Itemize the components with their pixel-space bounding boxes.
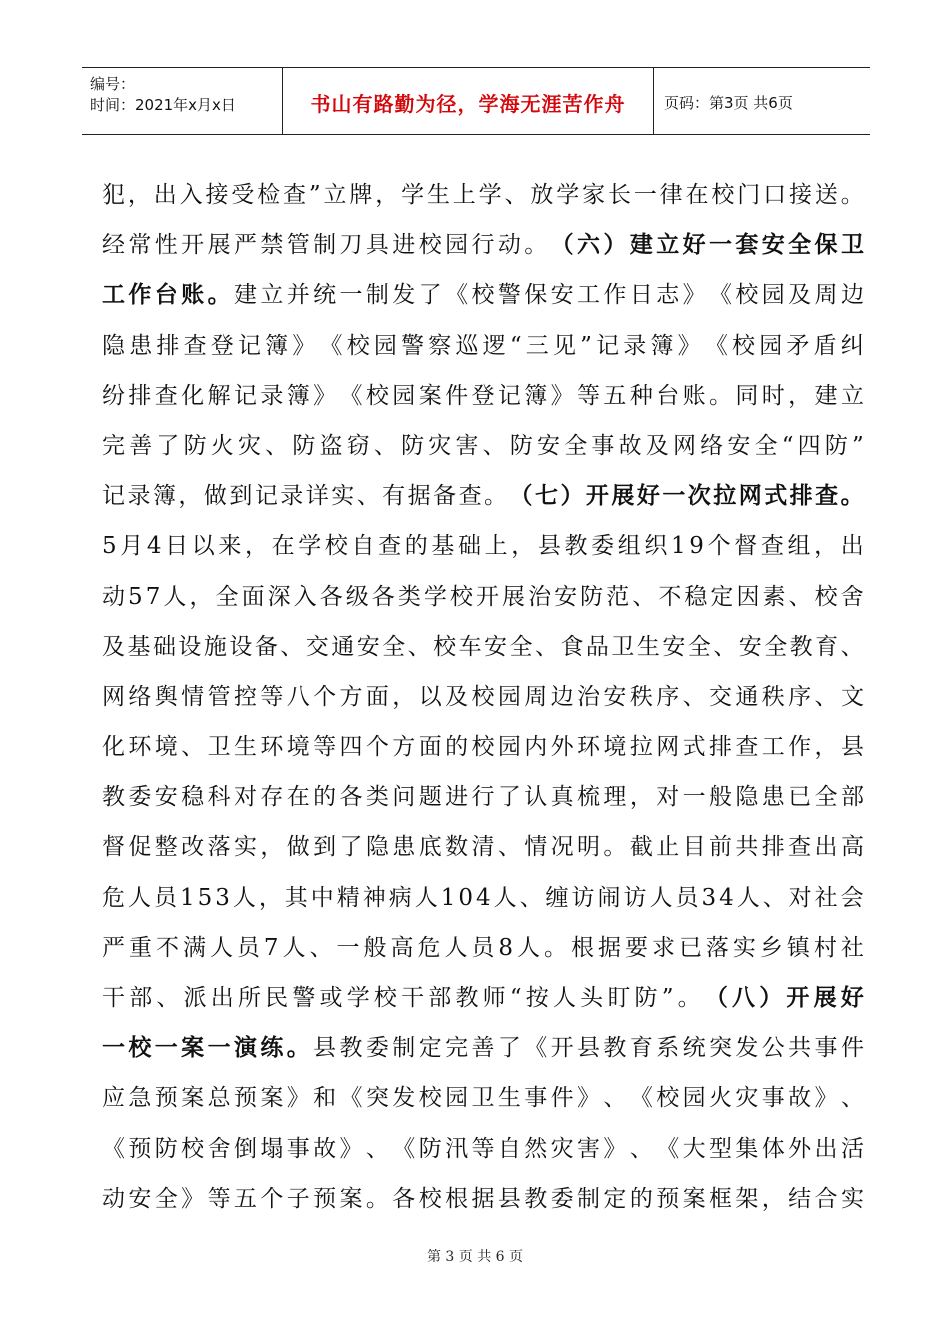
- text-line: 经 常 性 开 展 严 禁 管 制 刀 具 进 校 园 行 动 。 （ 六 ） 建 立 好 一 套 安 全 保 卫: [102, 231, 864, 259]
- number-label: 编号：: [90, 75, 136, 93]
- text-line: 网 络 舆 情 管 控 等 八 个 方 面 ， 以 及 校 园 周 边 治 安 秩 序 、 交 通 秩 序 、 文: [102, 683, 864, 710]
- text-line: 督 促 整 改 落 实 ， 做 到 了 隐 患 底 数 清 、 情 况 明 。 截 止 目 前 共 排 查 出 高: [102, 834, 864, 861]
- text-line: 记 录 簿 ， 做 到 记 录 详 实 、 有 据 备 查 。 （ 七 ） 开 展 好 一 次 拉 网 式 排 查 。: [102, 482, 864, 510]
- text-line: 《 预 防 校 舍 倒 塌 事 故 》 、 《 防 汛 等 自 然 灾 害 》 、 《 大 型 集 体 外 出 活: [102, 1135, 864, 1162]
- text-line: 完 善 了 防 火 灾 、 防 盗 窃 、 防 灾 害 、 防 安 全 事 故 及 网 络 安 全 “ 四 防 ”: [102, 432, 864, 459]
- text-line: 隐 患 排 查 登 记 簿 》 《 校 园 警 察 巡 逻 “ 三 见 ” 记 录 簿 》 《 校 园 矛 盾 纠: [102, 332, 864, 359]
- page-header: [82, 67, 870, 135]
- text-line: 应 急 预 案 总 预 案 》 和 《 突 发 校 园 卫 生 事 件 》 、 《 校 园 火 灾 事 故 》 、: [102, 1085, 864, 1112]
- header-page-info: 页码：第3页 共6页: [664, 93, 793, 112]
- text-line: 5 月 4 日 以 来 ， 在 学 校 自 查 的 基 础 上 ， 县 教 委 组 织 1 9 个 督 查 组 ， 出: [102, 533, 864, 560]
- text-line: 动 5 7 人 ， 全 面 深 入 各 级 各 类 学 校 开 展 治 安 防 范 、 不 稳 定 因 素 、 校 舍: [102, 583, 864, 610]
- text-line: 化 环 境 、 卫 生 环 境 等 四 个 方 面 的 校 园 内 外 环 境 拉 网 式 排 查 工 作 ， 县: [102, 734, 864, 761]
- header-meta: [82, 68, 283, 134]
- text-line: 一 校 一 案 一 演 练 。 县 教 委 制 定 完 善 了 《 开 县 教 育 系 统 突 发 公 共 事 件: [102, 1034, 864, 1062]
- header-motto: 书山有路勤为径，学海无涯苦作舟: [283, 68, 654, 134]
- time-label: 时间：2021年x月x日: [90, 96, 236, 114]
- text-line: 动 安 全 》 等 五 个 子 预 案 。 各 校 根 据 县 教 委 制 定 的 预 案 框 架 ， 结 合 实: [102, 1185, 864, 1212]
- text-line: 干 部 、 派 出 所 民 警 或 学 校 干 部 教 师 “ 按 人 头 盯 防 ” 。 （ 八 ） 开 展 好: [102, 984, 864, 1011]
- text-line: 及 基 础 设 施 设 备 、 交 通 安 全 、 校 车 安 全 、 食 品 卫 生 安 全 、 安 全 教 育 、: [102, 633, 864, 660]
- text-line: 工 作 台 账 。 建 立 并 统 一 制 发 了 《 校 警 保 安 工 作 日 志 》 《 校 园 及 周 边: [102, 281, 864, 309]
- text-line: 危 人 员 1 5 3 人 ， 其 中 精 神 病 人 1 0 4 人 、 缠 访 闹 访 人 员 3 4 人 、 对 社 会: [102, 884, 864, 911]
- document-body: [102, 170, 864, 1224]
- text-line: 严 重 不 满 人 员 7 人 、 一 般 高 危 人 员 8 人 。 根 据 要 求 已 落 实 乡 镇 村 社: [102, 934, 864, 961]
- text-line: 教 委 安 稳 科 对 存 在 的 各 类 问 题 进 行 了 认 真 梳 理 ， 对 一 般 隐 患 已 全 部: [102, 784, 864, 811]
- page-footer: 第 3 页 共 6 页: [426, 1249, 524, 1265]
- text-line: 纷 排 查 化 解 记 录 簿 》 《 校 园 案 件 登 记 簿 》 等 五 种 台 账 。 同 时 ， 建 立: [102, 382, 864, 409]
- text-line: 犯 ， 出 入 接 受 检 查 ” 立 牌 ， 学 生 上 学 、 放 学 家 长 一 律 在 校 门 口 接 送 。: [102, 182, 864, 208]
